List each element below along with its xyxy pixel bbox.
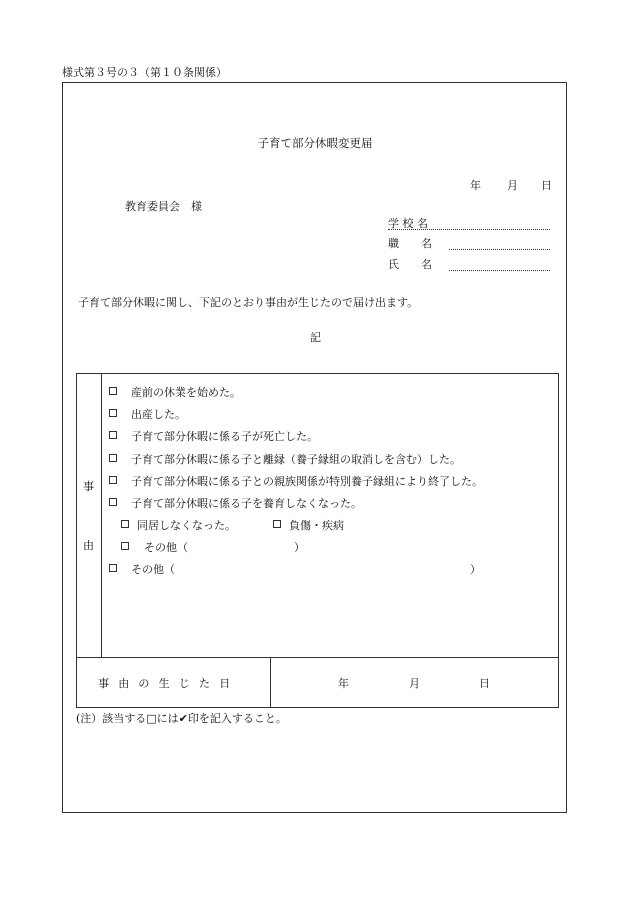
date-day-label: 日: [541, 179, 552, 192]
addressee: 教育委員会 様: [125, 200, 202, 213]
name-label: 氏 名: [388, 258, 432, 271]
position-field[interactable]: [449, 249, 550, 250]
date-year-label: 年: [470, 179, 481, 192]
note-text: (注）該当する□には✔印を記入すること。: [76, 712, 287, 725]
checkbox-prenatal-leave[interactable]: [109, 387, 117, 395]
table-divider: [270, 657, 271, 708]
option-label: 子育て部分休暇に係る子を養育しなくなった。: [131, 497, 362, 510]
checkbox-no-longer-raising[interactable]: [109, 498, 117, 506]
ki-heading: 記: [310, 331, 321, 344]
form-title: 子育て部分休暇変更届: [257, 136, 373, 150]
sub-option-label: その他（: [144, 541, 188, 554]
option-close: ）: [470, 563, 481, 576]
option-label: その他（: [131, 563, 175, 576]
occurrence-day-label: 日: [479, 677, 490, 690]
checkbox-birth[interactable]: [109, 409, 117, 417]
checkbox-sub-other[interactable]: [121, 542, 129, 550]
checkbox-injury-illness[interactable]: [273, 520, 281, 528]
intro-text: 子育て部分休暇に関し、下記のとおり事由が生じたので届け出ます。: [78, 296, 419, 309]
table-divider: [76, 657, 559, 658]
reason-header-char: 事: [83, 480, 94, 493]
option-label: 子育て部分休暇に係る子との親族関係が特別養子縁組により終了した。: [131, 475, 483, 488]
occurrence-month-label: 月: [409, 677, 420, 690]
school-name-label: 学 校 名: [388, 217, 428, 230]
form-number-label: 様式第３号の３（第１０条関係）: [62, 66, 227, 79]
checkbox-no-cohabit[interactable]: [121, 520, 129, 528]
checkbox-other[interactable]: [109, 564, 117, 572]
checkbox-child-death[interactable]: [109, 431, 117, 439]
sub-option-label: 同居しなくなった。: [137, 519, 236, 532]
option-label: 子育て部分休暇に係る子が死亡した。: [131, 430, 318, 443]
name-field[interactable]: [449, 270, 550, 271]
date-month-label: 月: [507, 179, 518, 192]
school-name-field[interactable]: [388, 229, 550, 230]
checkbox-adoption-dissolution[interactable]: [109, 454, 117, 462]
position-label: 職 名: [388, 237, 432, 250]
occurrence-year-label: 年: [338, 677, 349, 690]
option-label: 出産した。: [131, 408, 186, 421]
occurrence-date-label: 事由の生じた日: [98, 677, 240, 690]
table-divider: [101, 373, 102, 657]
checkbox-special-adoption[interactable]: [109, 476, 117, 484]
sub-option-label: 負傷・疾病: [289, 519, 344, 532]
option-label: 産前の休業を始めた。: [131, 386, 241, 399]
sub-option-close: ）: [294, 541, 305, 554]
reason-header-char: 由: [83, 539, 94, 552]
option-label: 子育て部分休暇に係る子と離縁（養子縁組の取消しを含む）した。: [131, 453, 461, 466]
